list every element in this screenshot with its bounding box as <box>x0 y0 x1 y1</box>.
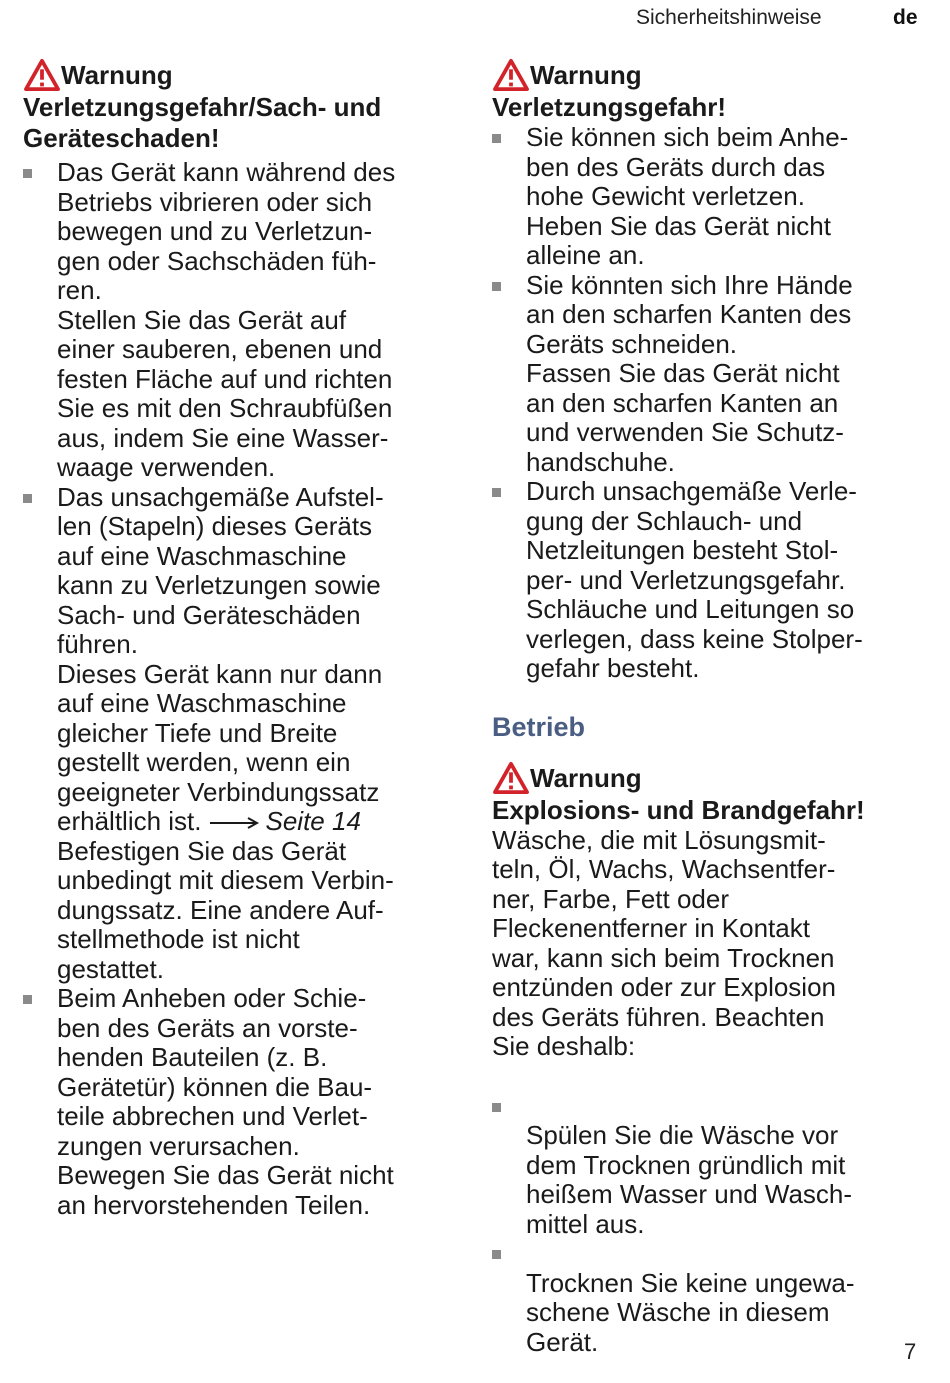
square-bullet-icon <box>23 494 32 503</box>
list-item <box>23 158 463 483</box>
warning-triangle-icon <box>492 761 530 795</box>
paragraph: Das unsachgemäße Aufstel- len (Stapeln) dieses Geräts auf eine Waschmaschine kann zu Verletzungen sowie Sach- und Geräteschäden führen. <box>57 481 384 659</box>
list-item <box>492 1239 922 1357</box>
page-number: 7 <box>904 1339 917 1364</box>
square-bullet-icon <box>492 1250 501 1259</box>
warning-heading <box>492 761 922 795</box>
paragraph: Das Gerät kann während des Betriebs vibrieren oder sich bewegen und zu Verletzun- gen oder Sachschäden füh- ren. <box>57 157 396 305</box>
square-bullet-icon <box>23 995 32 1004</box>
section-heading: Betrieb <box>492 711 586 742</box>
paragraph: Sie können sich beim Anhe- ben des Geräts durch das hohe Gewicht verletzen. <box>526 122 849 211</box>
right-column <box>492 58 922 1357</box>
paragraph: Durch unsachgemäße Verle- gung der Schlauch- und Netzleitungen besteht Stol- per- und Verletzungsgefahr. <box>526 476 857 595</box>
warning-body: Wäsche, die mit Lösungsmit- teln, Öl, Wachs, Wachsentfer- ner, Farbe, Fett oder Fleckenentferner in Kontakt war, kann sich beim Trocknen entzünden oder zur Explosion des Geräts führen. Beachten Sie deshalb: <box>492 824 837 1061</box>
paragraph: Bewegen Sie das Gerät nicht an hervorstehenden Teilen. <box>57 1160 394 1220</box>
running-header-language: de <box>893 6 918 29</box>
warning-heading <box>23 58 463 92</box>
paragraph-with-reference <box>57 660 463 837</box>
list-item-text: Trocknen Sie keine ungewa- schene Wäsche in diesem Gerät. <box>526 1267 855 1357</box>
warning-word: Warnung <box>61 60 173 90</box>
square-bullet-icon <box>492 282 501 291</box>
paragraph: Fassen Sie das Gerät nicht an den scharfen Kanten an und verwenden Sie Schutz- handschuhe. <box>526 358 844 477</box>
paragraph: Heben Sie das Gerät nicht alleine an. <box>526 210 831 270</box>
list-item <box>492 123 922 271</box>
left-column <box>23 58 463 1220</box>
square-bullet-icon <box>23 169 32 178</box>
bullet-list <box>492 123 922 684</box>
warning-title: Explosions- und Brandgefahr! <box>492 794 865 825</box>
running-header-section: Sicherheitshinweise <box>636 6 822 29</box>
paragraph: Sie könnten sich Ihre Hände an den scharfen Kanten des Geräts schneiden. <box>526 269 853 359</box>
paragraph: Befestigen Sie das Gerät unbedingt mit diesem Verbin- dungssatz. Eine andere Auf- stellmethode ist nicht gestattet. <box>57 835 394 984</box>
paragraph: Dieses Gerät kann nur dann auf eine Waschmaschine gleicher Tiefe und Breite gestellt werden, wenn ein geeigneter Verbindungssatz erhältlich ist. <box>57 658 383 836</box>
bullet-list <box>23 158 463 1220</box>
long-arrow-right-icon <box>208 816 260 830</box>
warning-triangle-icon <box>23 58 61 92</box>
list-item <box>492 1092 922 1240</box>
page-reference-link[interactable]: Seite 14 <box>265 806 361 836</box>
list-item <box>492 477 922 684</box>
square-bullet-icon <box>492 134 501 143</box>
list-item-text: Spülen Sie die Wäsche vor dem Trocknen gründlich mit heißem Wasser und Wasch- mittel aus. <box>526 1120 853 1239</box>
warning-word: Warnung <box>530 762 642 793</box>
warning-title: Verletzungsgefahr/Sach- und Geräteschaden! <box>23 92 382 153</box>
list-item <box>23 984 463 1220</box>
square-bullet-icon <box>492 488 501 497</box>
warning-triangle-icon <box>492 58 530 92</box>
warning-heading <box>492 58 922 92</box>
warning-title: Verletzungsgefahr! <box>492 92 727 122</box>
warning-word: Warnung <box>530 60 642 90</box>
list-item <box>492 271 922 478</box>
list-item <box>23 483 463 985</box>
paragraph: Schläuche und Leitungen so verlegen, dass keine Stolper- gefahr besteht. <box>526 594 863 683</box>
paragraph: Stellen Sie das Gerät auf einer sauberen, ebenen und festen Fläche auf und richten Sie es mit den Schraubfüßen aus, indem Sie eine Wasser- waage verwenden. <box>57 304 393 482</box>
paragraph: Beim Anheben oder Schie- ben des Geräts an vorste- henden Bauteilen (z. B. Gerätetür) können die Bau- teile abbrechen und Verlet- zungen verursachen. <box>57 983 373 1161</box>
square-bullet-icon <box>492 1103 501 1112</box>
bullet-list <box>492 1092 922 1358</box>
